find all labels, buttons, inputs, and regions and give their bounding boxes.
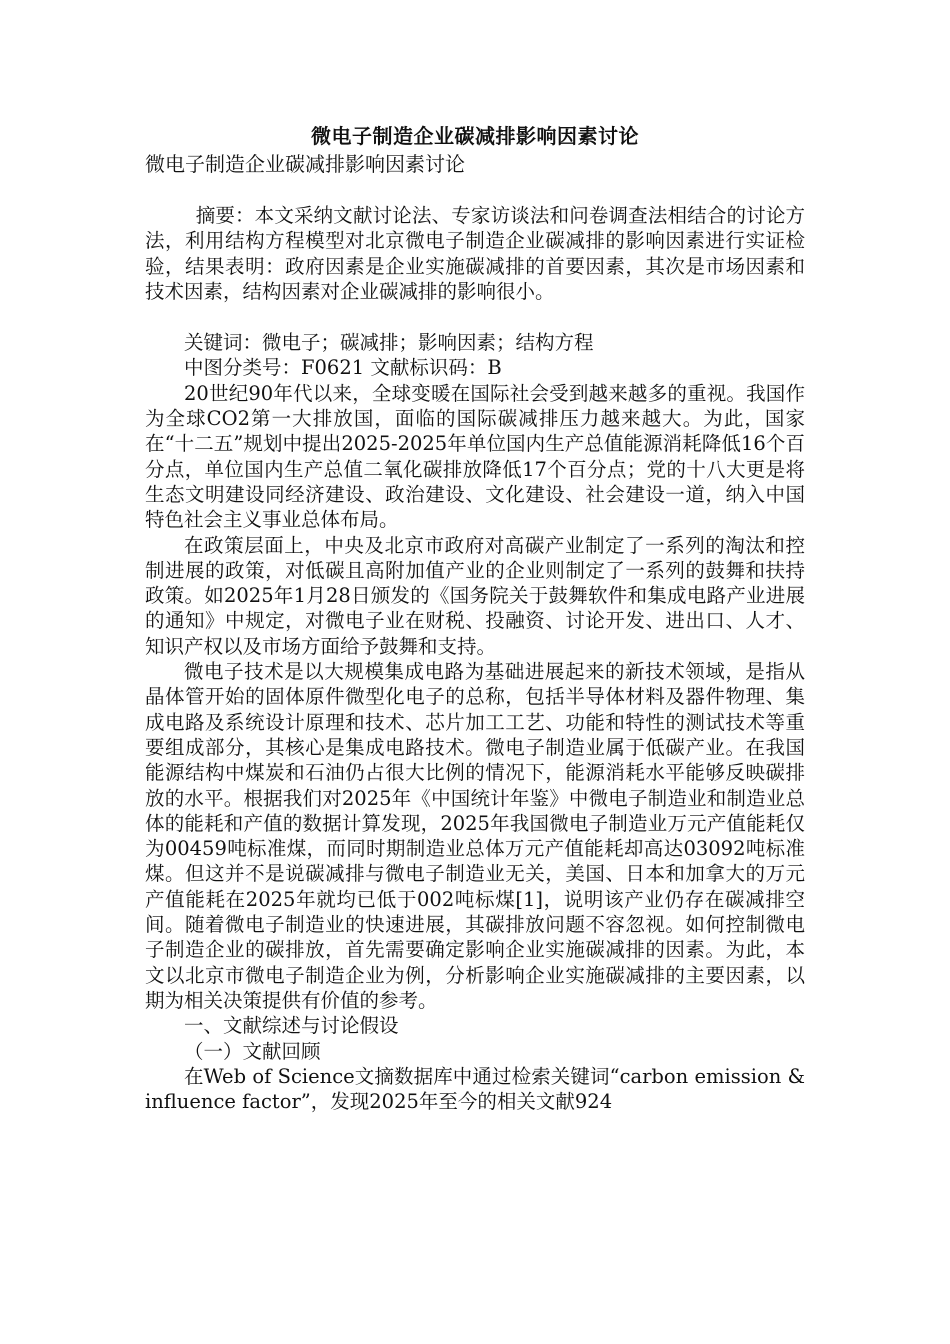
body-paragraph: 20世纪90年代以来，全球变暖在国际社会受到越来越多的重视。我国作为全球CO2第一大排放国，面临的国际碳减排压力越来越大。为此，国家在“十二五”规划中提出2025-2025年单位国内生产总值能源消耗降低16个百分点，单位国内生产总值二氧化碳排放降低17个百分点；党的十八大更是将生态文明建设同经济建设、政治建设、文化建设、社会建设一道，纳入中国特色社会主义事业总体布局。 [145, 381, 805, 532]
body-paragraph: 在政策层面上，中央及北京市政府对高碳产业制定了一系列的淘汰和控制进展的政策，对低碳且高附加值产业的企业则制定了一系列的鼓舞和扶持政策。如2025年1月28日颁发的《国务院关于鼓舞软件和集成电路产业进展的通知》中规定，对微电子业在财税、投融资、讨论开发、进出口、人才、知识产权以及市场方面给予鼓舞和支持。 [145, 533, 805, 658]
section-heading: 一、文献综述与讨论假设 [184, 1014, 399, 1038]
document-body [145, 203, 805, 1114]
body-paragraph: 微电子技术是以大规模集成电路为基础进展起来的新技术领域，是指从晶体管开始的固体原件微型化电子的总称，包括半导体材料及器件物理、集成电路及系统设计原理和技术、芯片加工工艺、功能和特性的测试技术等重要组成部分，其核心是集成电路技术。微电子制造业属于低碳产业。在我国能源结构中煤炭和石油仍占很大比例的情况下，能源消耗水平能够反映碳排放的水平。根据我们对2025年《中国统计年鉴》中微电子制造业和制造业总体的能耗和产值的数据计算发现，2025年我国微电子制造业万元产值能耗仅为00459吨标准煤，而同时期制造业总体万元产值能耗却高达03092吨标准煤。但这并不是说碳减排与微电子制造业无关，美国、日本和加拿大的万元产值能耗在2025年就均已低于002吨标煤[1]，说明该产业仍存在碳减排空间。随着微电子制造业的快速进展，其碳排放问题不容忽视。如何控制微电子制造企业的碳排放，首先需要确定影响企业实施碳减排的因素。为此，本文以北京市微电子制造企业为例，分析影响企业实施碳减排的主要因素，以期为相关决策提供有价值的参考。 [145, 660, 805, 1012]
body-paragraph: 在Web of Science文摘数据库中通过检索关键词“carbon emission & influence factor”，发现2025年至今的相关文献924 [145, 1064, 805, 1114]
document-title: 微电子制造企业碳减排影响因素讨论 [311, 124, 639, 148]
abstract-paragraph: 摘要：本文采纳文献讨论法、专家访谈法和问卷调查法相结合的讨论方法，利用结构方程模型对北京微电子制造企业碳减排的影响因素进行实证检验，结果表明：政府因素是企业实施碳减排的首要因素，其次是市场因素和技术因素，结构因素对企业碳减排的影响很小。 [145, 204, 805, 303]
subsection-heading: （一）文献回顾 [184, 1039, 321, 1063]
keywords-line: 关键词：微电子；碳减排；影响因素；结构方程 [184, 331, 594, 355]
classification-line: 中图分类号：F0621 文献标识码：B [184, 356, 502, 380]
document-subtitle: 微电子制造企业碳减排影响因素讨论 [145, 152, 465, 176]
